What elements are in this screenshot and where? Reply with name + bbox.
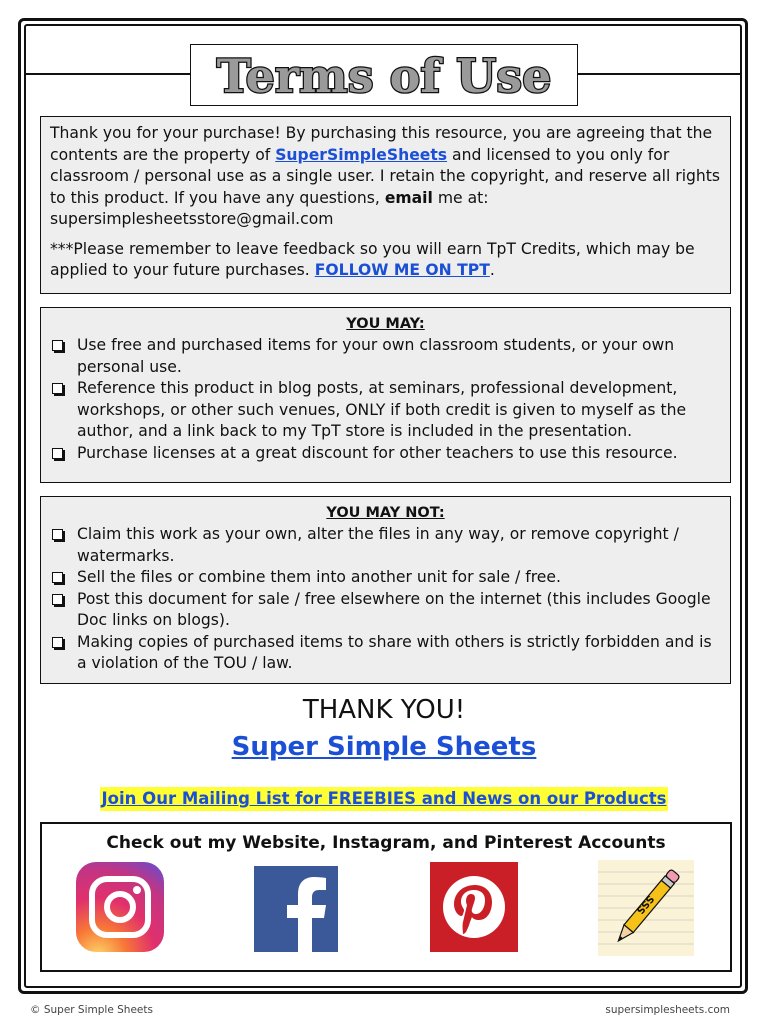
list-item — [50, 335, 721, 378]
mailing-list-wrap — [0, 787, 768, 811]
footer-website[interactable]: supersimplesheets.com — [605, 1004, 730, 1016]
social-title: Check out my Website, Instagram, and Pinterest Accounts — [106, 833, 666, 853]
list-item-text: Reference this product in blog posts, at seminars, professional development, workshops, or other such venues, ONLY if both credit is given to myself as the author, and a link back to my TpT store is included in the presentation. — [77, 379, 687, 440]
intro-text-2: and licensed to you only for classroom / personal use as a single user. I retain the copyright, and reserve all rights to this product. If you have any questions, — [50, 145, 721, 207]
list-item-text: Claim this work as your own, alter the files in any way, or remove copyright / watermarks. — [77, 525, 679, 565]
facebook-icon[interactable] — [254, 866, 338, 952]
list-item-text: Making copies of purchased items to share with others is strictly forbidden and is a violation of the TOU / law. — [77, 632, 712, 672]
social-box — [40, 822, 732, 972]
footer-copyright: © Super Simple Sheets — [30, 1004, 153, 1016]
title-rule-left — [24, 73, 190, 75]
page-title — [194, 47, 574, 103]
you-may-not-list — [50, 524, 721, 675]
page-title-text: Terms of Use — [216, 49, 552, 103]
list-item-text: Post this document for sale / free elsewhere on the internet (this includes Google Doc links on blogs). — [77, 589, 711, 629]
list-item — [50, 378, 721, 443]
checkbox-icon — [52, 637, 63, 648]
list-item — [50, 443, 721, 465]
checkbox-icon — [52, 448, 63, 459]
intro-text-1: Thank you for your purchase! By purchasing this resource, you are agreeing that the contents are the property of — [50, 124, 713, 164]
checkbox-icon — [52, 383, 63, 394]
you-may-heading: YOU MAY: — [346, 316, 425, 332]
supersimplesheets-link[interactable]: SuperSimpleSheets — [275, 145, 448, 164]
you-may-not-box — [40, 496, 731, 684]
feedback-period: . — [489, 261, 495, 279]
feedback-paragraph — [50, 239, 721, 282]
brand-link-wrap — [0, 730, 768, 764]
checkbox-icon — [52, 572, 63, 583]
checkbox-icon — [52, 594, 63, 605]
mailing-list-link[interactable]: Join Our Mailing List for FREEBIES and News on our Products — [100, 787, 669, 811]
checkbox-icon — [52, 340, 63, 351]
instagram-icon[interactable] — [76, 862, 164, 952]
pinterest-icon[interactable] — [430, 862, 518, 952]
you-may-box — [40, 307, 731, 483]
title-banner — [190, 44, 578, 106]
intro-text-3: me at: supersimplesheetsstore@gmail.com — [50, 188, 489, 228]
pencil-logo-icon[interactable] — [598, 860, 694, 956]
you-may-not-heading: YOU MAY NOT: — [326, 505, 445, 521]
feedback-text: ***Please remember to leave feedback so you will earn TpT Credits, which may be applied to your future purchases. — [50, 239, 695, 279]
you-may-list — [50, 335, 721, 464]
list-item — [50, 589, 721, 632]
list-item-text: Sell the files or combine them into another unit for sale / free. — [77, 568, 561, 586]
brand-link[interactable]: Super Simple Sheets — [231, 732, 537, 762]
intro-paragraph — [50, 123, 721, 231]
list-item — [50, 524, 721, 567]
list-item-text: Use free and purchased items for your own classroom students, or your own personal use. — [77, 336, 675, 376]
pencil-logo-text: SSS — [633, 892, 656, 916]
list-item — [50, 567, 721, 589]
list-item-text: Purchase licenses at a great discount for other teachers to use this resource. — [77, 443, 678, 462]
thank-you-heading: THANK YOU! — [302, 695, 466, 725]
list-item — [50, 632, 721, 675]
title-rule-right — [578, 73, 742, 75]
follow-tpt-link[interactable]: FOLLOW ME ON TPT — [314, 261, 490, 279]
intro-email-label: email — [384, 188, 433, 207]
intro-box — [40, 116, 731, 294]
checkbox-icon — [52, 529, 63, 540]
